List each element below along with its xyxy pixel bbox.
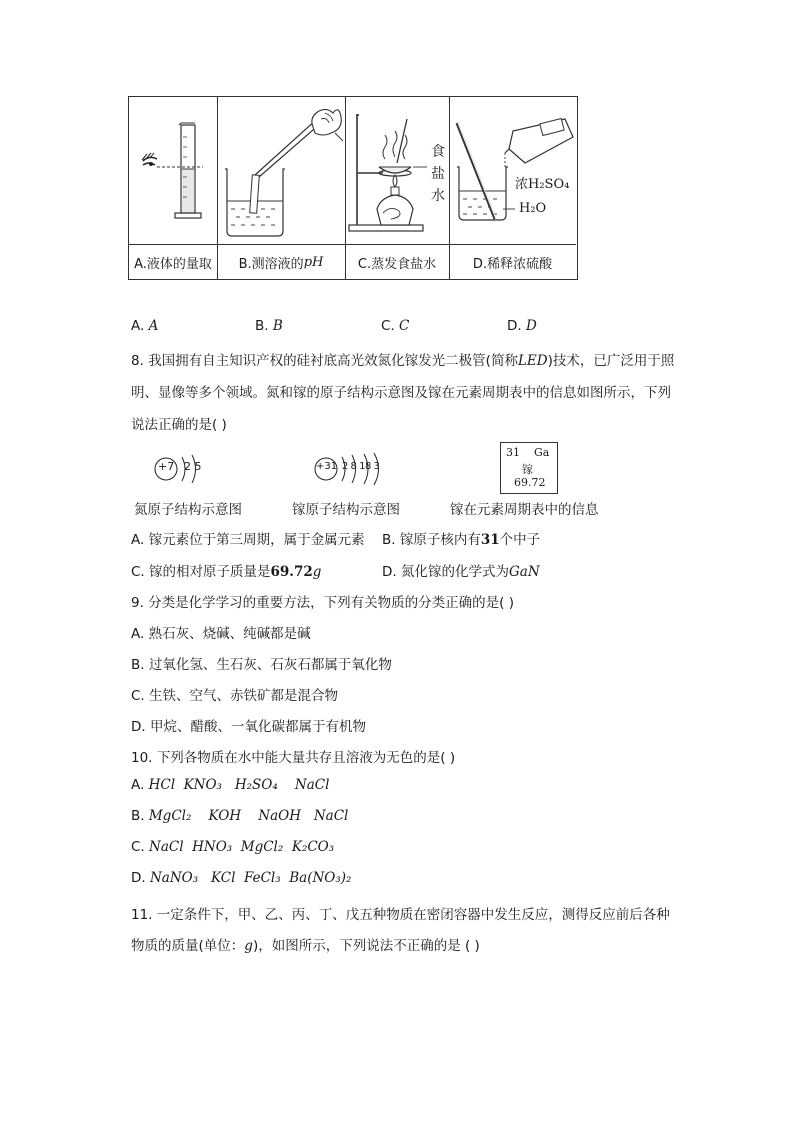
option-formula: HCl KNO₃ H₂SO₄ NaCl bbox=[148, 777, 330, 793]
q9-option-d[interactable]: D. 甲烷、醋酸、一氧化碳都属于有机物 bbox=[131, 719, 366, 735]
caption-d bbox=[449, 244, 576, 279]
element-name: 镓 bbox=[522, 463, 533, 476]
q8-option-a[interactable] bbox=[131, 528, 365, 548]
periodic-caption: 镓在元素周期表中的信息 bbox=[450, 502, 599, 518]
q9-option-c[interactable]: C. 生铁、空气、赤铁矿都是混合物 bbox=[131, 688, 339, 704]
water-label: H₂O bbox=[519, 201, 547, 216]
cylinder-illustration bbox=[129, 97, 217, 244]
caption-a bbox=[129, 244, 218, 279]
option-key: A. bbox=[131, 777, 145, 793]
stem-text: 物质的质量(单位： bbox=[131, 938, 245, 954]
ph-test-illustration bbox=[217, 97, 345, 244]
figure-c-evaporation bbox=[345, 97, 450, 244]
concentrated-acid-label: 浓H₂SO₄ bbox=[515, 177, 570, 192]
q7-option-b[interactable] bbox=[255, 318, 283, 334]
q7-option-a[interactable] bbox=[131, 318, 158, 334]
option-text: A. 镓元素位于第三周期，属于金属元素 bbox=[131, 532, 365, 548]
figure-a-cylinder-reading bbox=[129, 97, 218, 244]
salt-water-label bbox=[431, 141, 445, 207]
q10-option-c[interactable] bbox=[131, 839, 334, 855]
option-formula: MgCl₂ KOH NaOH NaCl bbox=[148, 808, 349, 824]
option-key: D. bbox=[507, 318, 522, 334]
option-text: C. 镓的相对原子质量是 bbox=[131, 564, 271, 580]
periodic-table-cell bbox=[500, 442, 558, 494]
caption-b bbox=[217, 244, 346, 279]
nitrogen-nucleus: +7 bbox=[158, 460, 175, 473]
option-text: B. 镓原子核内有 bbox=[382, 532, 481, 548]
caption-text: C.蒸发食盐水 bbox=[357, 256, 437, 272]
q10-option-a[interactable] bbox=[131, 777, 329, 793]
caption-var: pH bbox=[303, 254, 324, 270]
q11-stem-line1: 11. 一定条件下，甲、乙、丙、丁、戊五种物质在密闭容器中发生反应，测得反应前后各种 bbox=[131, 907, 670, 923]
element-symbol: Ga bbox=[534, 446, 550, 459]
option-key: B. bbox=[131, 808, 145, 824]
q7-option-d[interactable] bbox=[507, 318, 537, 334]
option-value: D bbox=[525, 318, 537, 334]
caption-text: D.稀释浓硫酸 bbox=[472, 256, 553, 272]
q9-stem: 9. 分类是化学学习的重要方法，下列有关物质的分类正确的是( ) bbox=[131, 595, 514, 611]
q8-option-d[interactable] bbox=[382, 560, 540, 580]
option-text: D. 氮化镓的化学式为 bbox=[382, 564, 509, 580]
nitrogen-caption: 氮原子结构示意图 bbox=[134, 502, 242, 518]
gallium-atom-diagram bbox=[312, 452, 392, 486]
q8-option-b[interactable] bbox=[382, 528, 540, 548]
option-value: A bbox=[148, 318, 159, 334]
caption-text: B.测溶液的 bbox=[238, 256, 304, 272]
figure-d-dilution bbox=[449, 97, 576, 244]
option-value: C bbox=[399, 318, 410, 334]
figure-b-ph-test bbox=[217, 97, 346, 244]
option-key: A. bbox=[131, 318, 145, 334]
option-key: C. bbox=[381, 318, 395, 334]
option-key: D. bbox=[131, 870, 146, 886]
stem-var: g bbox=[244, 938, 253, 954]
option-num: 31 bbox=[480, 532, 500, 548]
q10-option-b[interactable] bbox=[131, 808, 348, 824]
option-formula: NaNO₃ KCl FeCl₃ Ba(NO₃)₂ bbox=[149, 870, 352, 886]
q10-option-d[interactable] bbox=[131, 870, 351, 886]
q7-options bbox=[131, 318, 691, 338]
stem-text: 8. 我国拥有自主知识产权的硅衬底高光效氮化镓发光二极管(简称 bbox=[131, 353, 518, 369]
q9-option-b[interactable]: B. 过氧化氢、生石灰、石灰石都属于氧化物 bbox=[131, 657, 392, 673]
q10-stem: 10. 下列各物质在水中能大量共存且溶液为无色的是( ) bbox=[131, 750, 456, 766]
caption-c bbox=[345, 244, 450, 279]
option-num: 69.72 bbox=[270, 564, 313, 580]
option-value: B bbox=[272, 318, 283, 334]
option-key: C. bbox=[131, 839, 145, 855]
experiment-figure-table bbox=[128, 96, 578, 280]
stem-text: )，如图所示，下列说法不正确的是 ( ) bbox=[252, 938, 480, 954]
label-char: 水 bbox=[431, 188, 445, 204]
q7-option-c[interactable] bbox=[381, 318, 409, 334]
atomic-mass: 69.72 bbox=[514, 476, 546, 489]
q8-stem-line3: 说法正确的是( ) bbox=[131, 417, 227, 433]
stem-var: LED bbox=[517, 353, 548, 369]
label-char: 盐 bbox=[431, 166, 445, 182]
nitrogen-electrons: 2 5 bbox=[184, 460, 202, 473]
gallium-caption: 镓原子结构示意图 bbox=[292, 502, 400, 518]
option-formula: GaN bbox=[508, 564, 540, 580]
q8-option-c[interactable] bbox=[131, 560, 321, 580]
gallium-nucleus: +31 bbox=[316, 461, 338, 472]
q8-stem-line2: 明、显像等多个领域。氮和镓的原子结构示意图及镓在元素周期表中的信息如图所示，下列 bbox=[131, 385, 671, 401]
option-formula: NaCl HNO₃ MgCl₂ K₂CO₃ bbox=[149, 839, 335, 855]
dilution-illustration bbox=[449, 97, 576, 244]
option-unit: g bbox=[312, 564, 322, 580]
nitrogen-atom-diagram bbox=[148, 452, 218, 486]
caption-text: A.液体的量取 bbox=[134, 256, 212, 272]
gallium-electrons: 2 8 18 3 bbox=[342, 461, 380, 472]
option-key: B. bbox=[255, 318, 269, 334]
q9-option-a[interactable]: A. 熟石灰、烧碱、纯碱都是碱 bbox=[131, 626, 311, 642]
q8-stem-line1 bbox=[131, 349, 674, 369]
label-char: 食 bbox=[431, 144, 445, 160]
stem-text: )技术，已广泛用于照 bbox=[547, 353, 675, 369]
option-text: 个中子 bbox=[499, 532, 541, 548]
atomic-number: 31 bbox=[506, 446, 520, 459]
q11-stem-line2 bbox=[131, 934, 480, 954]
